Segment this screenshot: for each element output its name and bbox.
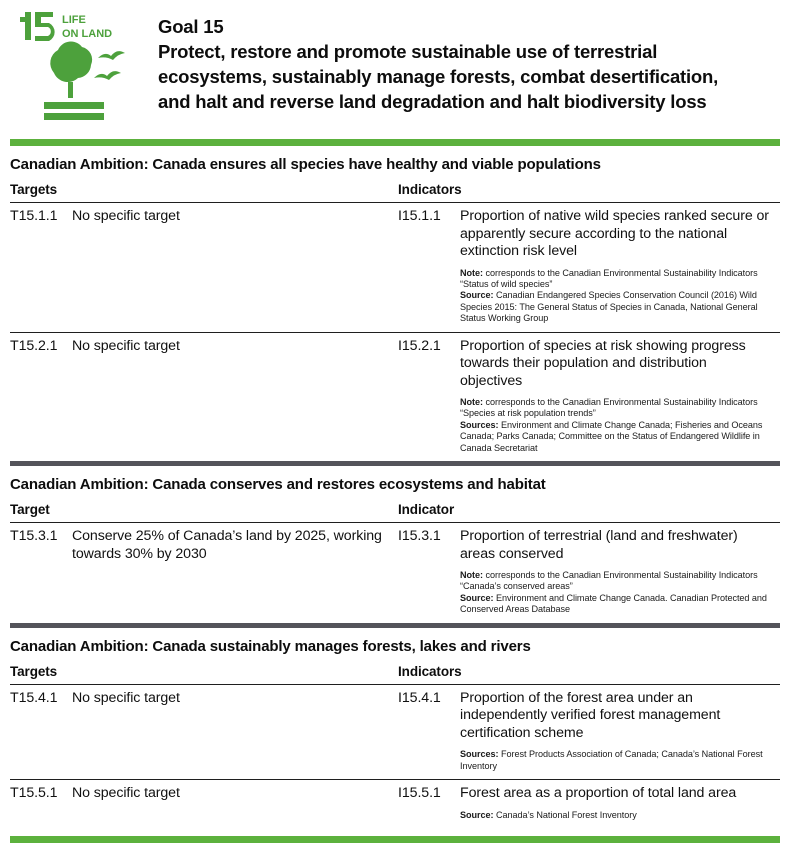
indicator-code: I15.4.1 [398, 684, 460, 779]
goal-heading-block [142, 8, 788, 114]
canadian-ambition-heading: Canadian Ambition: Canada sustainably manages forests, lakes and rivers [10, 637, 531, 655]
indicator-text: Forest area as a proportion of total land area [460, 785, 737, 801]
note-line [460, 570, 770, 593]
source-text: Canada’s National Forest Inventory [493, 809, 637, 820]
source-text: Forest Products Association of Canada; Canada’s National Forest Inventory [460, 749, 763, 771]
page-header [0, 0, 798, 130]
indicator-cell [460, 332, 780, 461]
ambition-section [0, 461, 798, 623]
target-code: T15.1.1 [10, 203, 72, 333]
source-label: Source: [460, 809, 494, 820]
indicator-note-block [460, 749, 770, 772]
logo-line-1: LIFE [62, 14, 86, 26]
targets-indicators-table [10, 182, 780, 461]
source-label: Sources: [460, 749, 499, 760]
indicator-column-header: Indicator [398, 502, 455, 518]
target-code: T15.4.1 [10, 684, 72, 779]
table-header-row [10, 502, 780, 523]
indicator-cell [460, 780, 780, 828]
indicator-cell [460, 684, 780, 779]
source-text: Environment and Climate Change Canada. Canadian Protected and Conserved Areas Database [460, 592, 767, 615]
ambition-section [0, 146, 798, 461]
target-code: T15.3.1 [10, 523, 72, 623]
target-text: No specific target [72, 780, 398, 828]
table-row [10, 332, 780, 461]
source-label: Source: [460, 290, 494, 301]
logo-line-2: ON LAND [62, 28, 113, 40]
goal-title: Protect, restore and promote sustainable use of terrestrial ecosystems, sustainably manage forests, combat desertification, and halt and reverse land degradation and halt biodiversity loss [158, 41, 719, 112]
indicator-note-block [460, 397, 770, 454]
target-text: Conserve 25% of Canada’s land by 2025, working towards 30% by 2030 [72, 523, 398, 623]
sections-container [0, 146, 798, 828]
indicator-cell [460, 523, 780, 623]
table-row [10, 780, 780, 828]
source-label: Source: [460, 592, 494, 603]
canadian-ambition-heading: Canadian Ambition: Canada conserves and restores ecosystems and habitat [10, 476, 546, 494]
sdg-goal-15-logo [10, 8, 142, 130]
target-text: No specific target [72, 203, 398, 333]
canadian-ambition-heading: Canadian Ambition: Canada ensures all species have healthy and viable populations [10, 156, 601, 173]
note-label: Note: [460, 570, 483, 581]
source-line [460, 749, 770, 772]
target-code: T15.2.1 [10, 332, 72, 461]
target-column-header: Targets [10, 182, 58, 197]
bottom-green-rule [10, 836, 780, 843]
table-row [10, 684, 780, 779]
note-text: corresponds to the Canadian Environmental Sustainability Indicators “Canada’s conserved areas” [460, 570, 758, 592]
indicator-code: I15.1.1 [398, 203, 460, 333]
indicator-cell [460, 203, 780, 333]
indicator-column-header: Indicators [398, 663, 462, 679]
target-text: No specific target [72, 684, 398, 779]
top-green-rule [10, 139, 780, 146]
indicator-note-block [460, 810, 770, 821]
note-label: Note: [460, 267, 484, 278]
goal-label: Goal 15 [158, 16, 224, 37]
table-header-row [10, 182, 780, 203]
indicator-text: Proportion of native wild species ranked secure or apparently secure according to the national extinction risk level [460, 208, 769, 259]
target-column-header: Targets [10, 663, 58, 679]
targets-indicators-table [10, 664, 780, 828]
source-text: Environment and Climate Change Canada; Fisheries and Oceans Canada; Parks Canada; Committee on the Status of Endangered Wildlife in Canada Secretariat [460, 419, 763, 453]
indicator-note-block [460, 570, 770, 616]
indicator-code: I15.2.1 [398, 332, 460, 461]
tree-with-birds-icon [10, 10, 142, 130]
ambition-section [0, 623, 798, 828]
table-row [10, 523, 780, 623]
target-column-header: Target [10, 502, 50, 518]
targets-indicators-table [10, 502, 780, 623]
indicator-code: I15.3.1 [398, 523, 460, 623]
indicator-note-block [460, 268, 770, 325]
target-code: T15.5.1 [10, 780, 72, 828]
table-row [10, 203, 780, 333]
indicator-code: I15.5.1 [398, 780, 460, 828]
indicator-text: Proportion of the forest area under an independently verified forest management certification scheme [460, 689, 721, 741]
indicator-text: Proportion of terrestrial (land and freshwater) areas conserved [460, 528, 738, 562]
note-text: corresponds to the Canadian Environmental Sustainability Indicators “Status of wild species” [460, 267, 758, 289]
note-text: corresponds to the Canadian Environmental Sustainability Indicators “Species at risk population trends” [460, 397, 758, 419]
note-line [460, 397, 770, 420]
indicator-column-header: Indicators [398, 182, 462, 197]
source-text: Canadian Endangered Species Conservation Council (2016) Wild Species 2015: The General Status of Species in Canada, National General Status Working Group [460, 290, 758, 324]
indicator-text: Proportion of species at risk showing progress towards their population and distribution objectives [460, 337, 746, 389]
source-line [460, 810, 770, 821]
source-line [460, 290, 770, 324]
note-label: Note: [460, 397, 484, 408]
note-line [460, 268, 770, 291]
table-header-row [10, 664, 780, 685]
source-line [460, 420, 770, 454]
target-text: No specific target [72, 332, 398, 461]
source-label: Sources: [460, 419, 499, 430]
source-line [460, 593, 770, 616]
